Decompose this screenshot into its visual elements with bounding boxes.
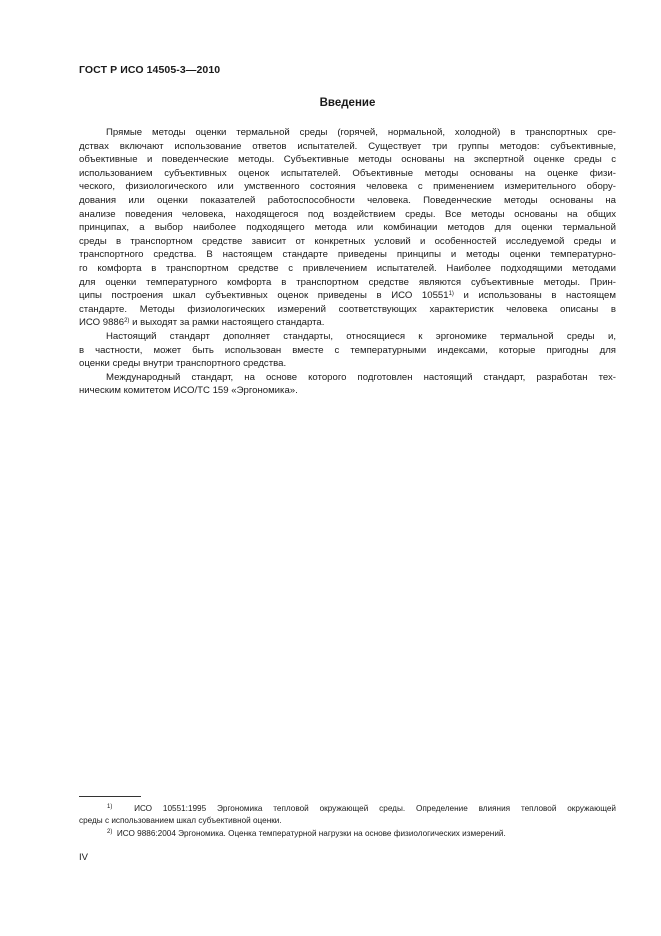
text-line: ническим комитетом ИСО/ТС 159 «Эргономика».	[79, 385, 298, 397]
footnote-ref-2: 2)	[124, 318, 130, 325]
text-segment: и выходят за рамки настоящего стандарта.	[129, 317, 325, 329]
footnote-2	[79, 828, 616, 840]
text-line: транспортного средства. В настоящем стандарте приведены принципы и методы оценки температурно-	[79, 249, 616, 261]
footnote-mark-1: 1)	[107, 804, 113, 810]
text-line: оценки среды внутри транспортного средства.	[79, 358, 287, 370]
section-title: Введение	[319, 97, 376, 109]
text-line: Прямые методы оценки термальной среды (горячей, нормальной, холодной) в транспортных сре-	[106, 127, 616, 138]
text-line: в частности, может быть использован вместе с температурными индексами, которые пригодны для	[79, 344, 616, 356]
text-line: дования или оценки показателей работоспособности человека. Поведенческие методы основаны на	[79, 194, 616, 206]
text-line: объективные и поведенческие методы. Субъективные методы основаны на экспертной оценке среды с	[79, 154, 616, 166]
text-line: Настоящий стандарт дополняет стандарты, относящиеся к эргономике термальной среды и,	[106, 330, 616, 342]
text-segment: ципы построения шкал субъективных оценок приведены в ИСО 10551	[79, 290, 449, 302]
footnote-text: ИСО 9886:2004 Эргономика. Оценка температурной нагрузки на основе физиологических измерений.	[116, 828, 506, 838]
text-line: для оценки температурного комфорта в транспортном средстве являются субъективные методы. Прин-	[79, 276, 616, 288]
text-line: стандарте. Методы физиологических измерений соответствующих характеристик человека описаны в	[79, 303, 616, 315]
text-segment: ИСО 9886	[79, 317, 125, 329]
text-line-with-footnote	[79, 316, 616, 330]
footnotes	[79, 803, 616, 840]
text-line: ческого, физиологического или умственного состояния человека с применением измерительного обору-	[79, 181, 616, 193]
document-code-header: ГОСТ Р ИСО 14505-3—2010	[79, 64, 221, 76]
text-line-with-footnote	[79, 289, 616, 303]
footnote-1	[79, 803, 616, 815]
text-line: анализе поведения человека, находящегося под воздействием среды. Все методы основаны на общих	[79, 208, 616, 220]
body-text	[79, 126, 616, 398]
footnote-mark-2: 2)	[107, 828, 113, 835]
footnote-separator	[79, 796, 141, 797]
text-line: принципах, а выбор наиболее подходящего метода или комбинации методов для оценки термальной	[79, 222, 616, 234]
text-line: дствах включают использование ответов испытателей. Существует три группы методов: субъективные,	[79, 140, 616, 152]
text-line: среды в транспортном средстве зависит от конкретных условий и особенностей исследуемой среды и	[79, 235, 616, 247]
footnote-1-continuation: среды с использованием шкал субъективной оценки.	[79, 816, 282, 826]
text-line: использованием субъективных оценок испытателей. Объективные методы основаны на оценке физи-	[79, 167, 616, 179]
footnote-ref-1: 1)	[448, 291, 454, 298]
page-number: IV	[79, 852, 88, 863]
footnote-text: ИСО 10551:1995 Эргономика тепловой окружающей среды. Определение влияния тепловой окружающей	[134, 804, 616, 813]
text-segment: и использованы в настоящем	[453, 290, 616, 302]
text-line: Международный стандарт, на основе которого подготовлен настоящий стандарт, разработан тех-	[106, 371, 616, 383]
text-line: го комфорта в транспортном средстве с привлечением испытателей. Наиболее подходящими методами	[79, 262, 616, 274]
